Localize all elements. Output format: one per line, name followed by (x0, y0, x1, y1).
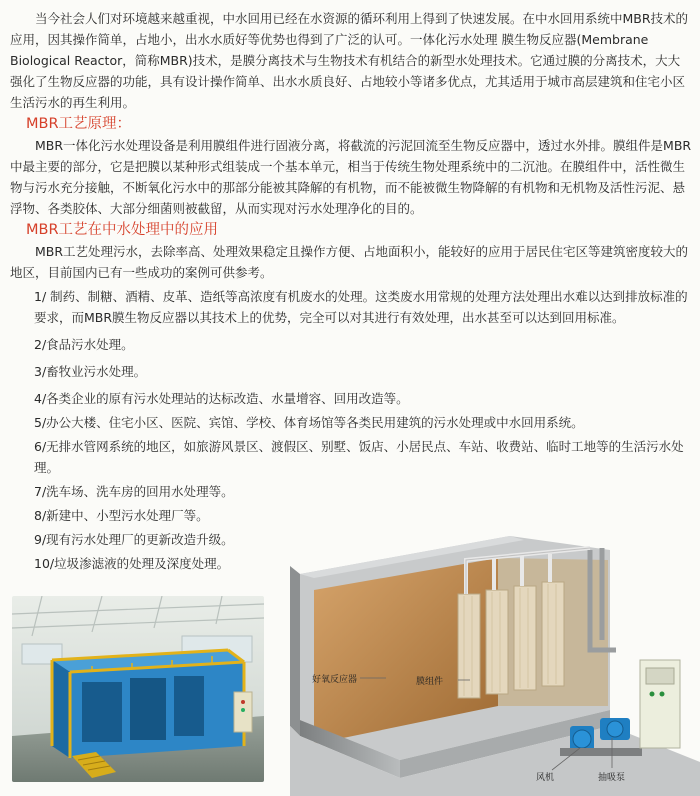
list-item: 1/ 制药、制糖、酒精、皮革、造纸等高浓度有机废水的处理。这类废水用常规的处理方法处理出水难以达到排放标准的要求，而MBR膜生物反应器以其技术上的优势，完全可以对其进行有效处理，出水甚至可以达到回用标准。 (34, 289, 688, 325)
article-text (10, 8, 692, 574)
list-item: 9/现有污水处理厂的更新改造升级。 (34, 532, 234, 547)
blower-label: 风机 (536, 773, 555, 783)
list-item: 8/新建中、小型污水处理厂等。 (34, 508, 209, 523)
list-item: 2/食品污水处理。 (34, 337, 134, 352)
membrane-module-label: 膜组件 (416, 677, 444, 687)
list-item: 5/办公大楼、住宅小区、医院、宾馆、学校、体育场馆等各类民用建筑的污水处理或中水回用系统。 (34, 415, 584, 430)
equipment-photo (12, 596, 264, 782)
mbr-diagram (290, 530, 700, 796)
application-paragraph: MBR工艺处理污水，去除率高、处理效果稳定且操作方便、占地面积小，能较好的应用于居民住宅区等建筑密度较大的地区，目前国内已有一些成功的案例可供参考。 (10, 244, 689, 280)
intro-paragraph: 当今社会人们对环境越来越重视，中水回用已经在水资源的循环利用上得到了快速发展。在中水回用系统中MBR技术的应用，因其操作简单，占地小，出水水质好等优势也得到了广泛的认可。一体化污水处理 膜生物反应器(Membrane Biological Reactor，简称MBR)技术，是膜分离技术与生物技术有机结合的新型水处理技术。它通过膜的分离技术，大大强化了生物反应器的功能，具有设计操作简单、出水水质良好、占地较小等诸多优点，尤其适用于城市高层建筑和住宅小区生活污水的再生利用。 (10, 11, 689, 110)
list-item: 10/垃圾渗滤液的处理及深度处理。 (34, 556, 230, 571)
list-item: 3/畜牧业污水处理。 (34, 364, 147, 379)
principle-heading: MBR工艺原理： (26, 116, 132, 132)
application-heading: MBR工艺在中水处理中的应用 (26, 222, 219, 238)
aerobic-reactor-label: 好氧反应器 (312, 675, 358, 685)
principle-paragraph: MBR一体化污水处理设备是利用膜组件进行固液分离，将截流的污泥回流至生物反应器中，透过水外排。膜组件是MBR中最主要的部分，它是把膜以某种形式组装成一个基本单元，相当于传统生物处理系统中的二沉池。在膜组件中，活性微生物与污水充分接触，不断氧化污水中的那部分能被其降解的有机物，而不能被微生物降解的有机物和无机物及活性污泥、悬浮物、各类胶体、大部分细菌则被截留，从而实现对污水处理净化的目的。 (10, 138, 692, 216)
list-item: 4/各类企业的原有污水处理站的达标改造、水量增容、回用改造等。 (34, 391, 409, 406)
list-item: 6/无排水管网系统的地区，如旅游风景区、渡假区、别墅、饭店、小居民点、车站、收费站、临时工地等的生活污水处理。 (34, 439, 684, 475)
suction-pump-label: 抽吸泵 (598, 773, 626, 783)
list-item: 7/洗车场、洗车房的回用水处理等。 (34, 484, 234, 499)
